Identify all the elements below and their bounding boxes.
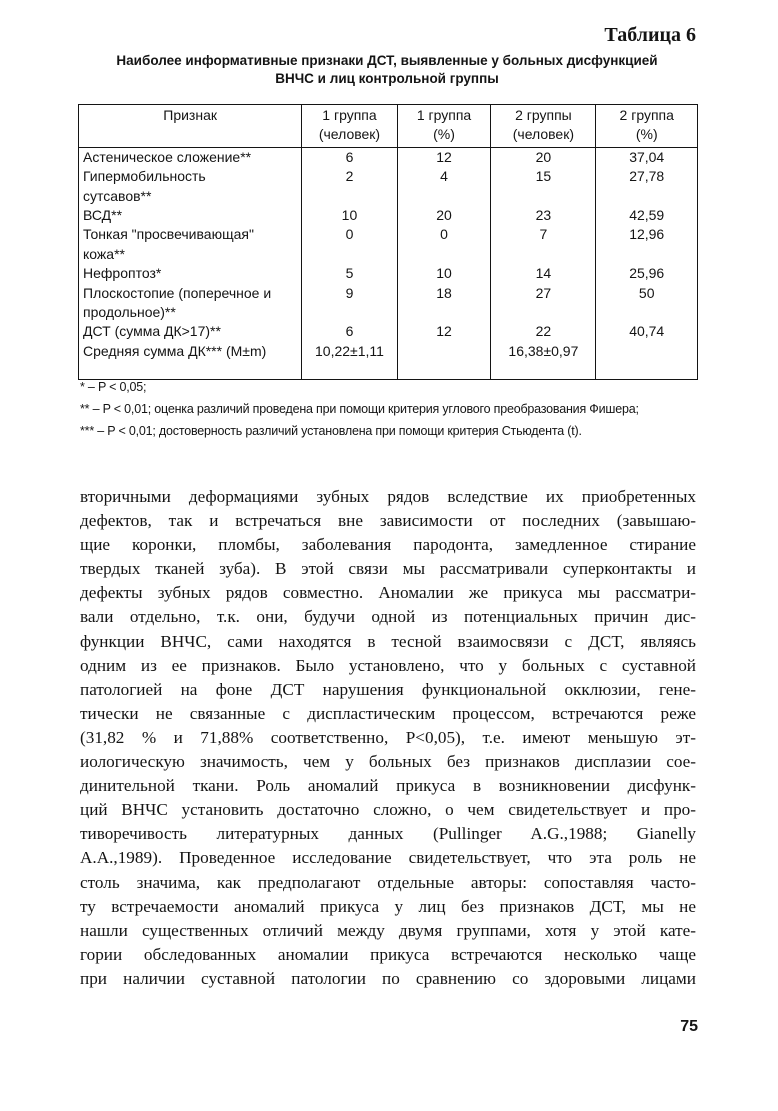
table-footnotes bbox=[80, 376, 720, 442]
header-text: 1 группа bbox=[416, 107, 472, 123]
text-line: ций ВНЧС установить достаточно сложно, о чем свидетельствует и про- bbox=[80, 800, 696, 820]
sign-cell bbox=[79, 225, 302, 264]
value-cell: 0 bbox=[302, 225, 397, 264]
value-cell: 18 bbox=[397, 284, 491, 323]
body-paragraph bbox=[80, 485, 696, 991]
table-row bbox=[79, 342, 698, 380]
text-line: патологией на фоне ДСТ нарушения функциональной окклюзии, гене- bbox=[80, 679, 696, 699]
header-text: 2 группа bbox=[619, 107, 674, 123]
sign-cell bbox=[79, 284, 302, 323]
sign-text: кожа** bbox=[83, 245, 125, 262]
table-caption-line: ВНЧС и лиц контрольной группы bbox=[275, 71, 499, 86]
text-line: иологическую значимость, чем у больных без признаков дисплазии сое- bbox=[80, 752, 696, 772]
table-caption-line: Наиболее информативные признаки ДСТ, выявленные у больных дисфункцией bbox=[116, 53, 658, 68]
text-line: тически не связанные с диспластическим процессом, встречаются реже bbox=[80, 703, 696, 723]
text-line: динительной ткани. Роль аномалий прикуса в возникновении дисфунк- bbox=[80, 776, 696, 796]
value-cell: 25,96 bbox=[596, 264, 698, 283]
text-line: тиворечивость литературных данных (Pullinger A.G.,1988; Gianelly bbox=[80, 824, 696, 844]
footnote: * – P < 0,05; bbox=[80, 380, 147, 394]
sign-text: ДСТ (сумма ДК>17)** bbox=[83, 323, 221, 340]
value-cell: 0 bbox=[397, 225, 491, 264]
text-line: щие коронки, пломбы, заболевания пародонта, замедленное стирание bbox=[80, 535, 696, 555]
header-cell-group1-count bbox=[302, 105, 397, 148]
value-cell: 20 bbox=[491, 147, 596, 167]
value-cell: 23 bbox=[491, 206, 596, 225]
header-text: 2 группы bbox=[515, 107, 572, 123]
table-number-label: Таблица 6 bbox=[604, 24, 696, 46]
header-text: 1 группа bbox=[322, 107, 377, 123]
text-line: при наличии суставной патологии по сравнению со здоровыми лицами bbox=[80, 968, 696, 988]
value-cell: 20 bbox=[397, 206, 491, 225]
value-cell: 27,78 bbox=[596, 167, 698, 206]
sign-cell bbox=[79, 167, 302, 206]
text-line: вторичными деформациями зубных рядов вследствие их приобретенных bbox=[80, 487, 696, 506]
value-cell: 5 bbox=[302, 264, 397, 283]
text-line: функции ВНЧС, сами находятся в тесной взаимосвязи с ДСТ, являясь bbox=[80, 631, 696, 651]
value-cell: 10,22±1,11 bbox=[302, 342, 397, 380]
text-line: гории обследованных аномалии прикуса встречаются несколько чаще bbox=[80, 944, 696, 964]
value-cell: 6 bbox=[302, 147, 397, 167]
text-line: вали отдельно, т.к. они, будучи одной из потенциальных причин дис- bbox=[80, 607, 696, 627]
table-header-row bbox=[79, 105, 698, 148]
value-cell: 10 bbox=[302, 206, 397, 225]
text-line: (31,82 % и 71,88% соответственно, P<0,05), т.е. имеют меньшую эт- bbox=[80, 727, 696, 747]
value-cell: 42,59 bbox=[596, 206, 698, 225]
table-row bbox=[79, 264, 698, 283]
footnote: *** – P < 0,01; достоверность различий установлена при помощи критерия Стьюдента (t). bbox=[80, 424, 582, 438]
value-cell bbox=[596, 342, 698, 380]
table-row bbox=[79, 225, 698, 264]
sign-text: Астеническое сложение** bbox=[83, 148, 252, 165]
sign-text: Средняя сумма ДК*** (М±m) bbox=[83, 342, 267, 359]
sign-cell bbox=[79, 342, 302, 380]
sign-text: Плоскостопие (поперечное и bbox=[83, 284, 272, 301]
table-caption bbox=[78, 52, 696, 88]
header-cell-sign bbox=[79, 105, 302, 148]
table-body bbox=[79, 147, 698, 379]
sign-text: продольное)** bbox=[83, 304, 176, 321]
text-line: дефектов, так и встречаться вне зависимости от последних (завышаю- bbox=[80, 511, 696, 531]
header-cell-group1-percent bbox=[397, 105, 491, 148]
header-text: (человек) bbox=[318, 126, 381, 143]
sign-cell bbox=[79, 206, 302, 225]
sign-text: ВСД** bbox=[83, 207, 123, 224]
table-row bbox=[79, 167, 698, 206]
text-line: твердых тканей зуба). В этой связи мы рассматривали суперконтакты и bbox=[80, 559, 696, 579]
value-cell: 12 bbox=[397, 322, 491, 341]
text-line: столь значима, как предполагают отдельные авторы: сопоставляя часто- bbox=[80, 872, 696, 892]
table-row bbox=[79, 206, 698, 225]
header-text: Признак bbox=[163, 107, 217, 123]
header-text: (человек) bbox=[512, 126, 575, 143]
table-row bbox=[79, 147, 698, 167]
header-text: (%) bbox=[433, 126, 455, 143]
sign-text: Нефроптоз* bbox=[83, 265, 162, 282]
footnote: ** – P < 0,01; оценка различий проведена при помощи критерия углового преобразования Фишера; bbox=[80, 402, 639, 416]
value-cell: 16,38±0,97 bbox=[491, 342, 596, 380]
sign-text: Гипермобильность bbox=[83, 168, 206, 185]
value-cell: 27 bbox=[491, 284, 596, 323]
page-number: 75 bbox=[680, 1018, 698, 1035]
text-line: нашли существенных отличий между двумя группами, хотя у этой кате- bbox=[80, 920, 696, 940]
value-cell: 50 bbox=[596, 284, 698, 323]
value-cell: 4 bbox=[397, 167, 491, 206]
text-line: дефекты зубных рядов совместно. Аномалии же прикуса мы рассматри- bbox=[80, 583, 696, 603]
value-cell: 15 bbox=[491, 167, 596, 206]
value-cell bbox=[397, 342, 491, 380]
header-cell-group2-count bbox=[491, 105, 596, 148]
value-cell: 40,74 bbox=[596, 322, 698, 341]
sign-cell bbox=[79, 264, 302, 283]
value-cell: 10 bbox=[397, 264, 491, 283]
value-cell: 14 bbox=[491, 264, 596, 283]
data-table bbox=[78, 104, 698, 380]
value-cell: 2 bbox=[302, 167, 397, 206]
table-row bbox=[79, 322, 698, 341]
value-cell: 7 bbox=[491, 225, 596, 264]
header-text: (%) bbox=[635, 126, 658, 143]
text-line: ту встречаемости аномалий прикуса у лиц без признаков ДСТ, мы не bbox=[80, 896, 696, 916]
value-cell: 22 bbox=[491, 322, 596, 341]
value-cell: 37,04 bbox=[596, 147, 698, 167]
value-cell: 12 bbox=[397, 147, 491, 167]
value-cell: 9 bbox=[302, 284, 397, 323]
text-line: одним из ее признаков. Было установлено, что у больных с суставной bbox=[80, 655, 696, 675]
value-cell: 6 bbox=[302, 322, 397, 341]
sign-text: сутсавов** bbox=[83, 187, 152, 204]
header-cell-group2-percent bbox=[596, 105, 698, 148]
text-line: A.A.,1989). Проведенное исследование свидетельствует, что эта роль не bbox=[80, 848, 696, 868]
sign-cell bbox=[79, 322, 302, 341]
sign-text: Тонкая "просвечивающая" bbox=[83, 226, 254, 243]
value-cell: 12,96 bbox=[596, 225, 698, 264]
sign-cell bbox=[79, 147, 302, 167]
table-row bbox=[79, 284, 698, 323]
